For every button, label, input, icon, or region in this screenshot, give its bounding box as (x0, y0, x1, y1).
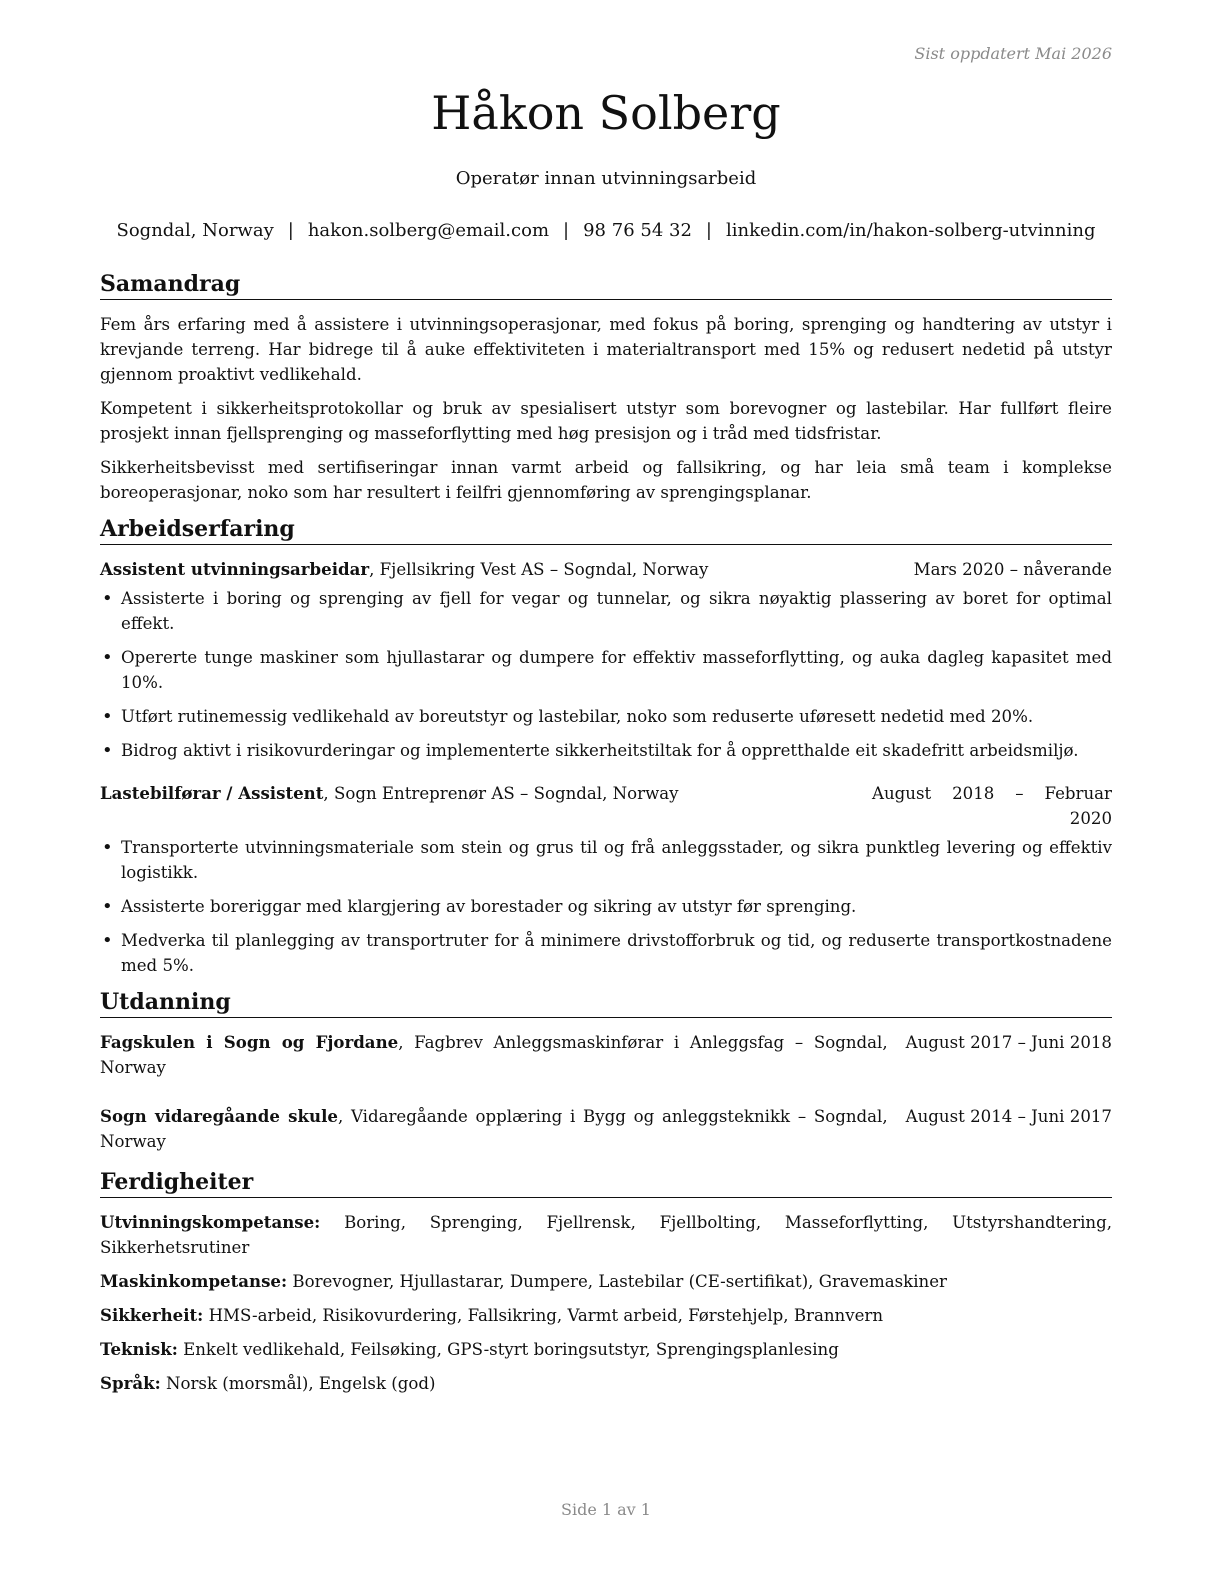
experience-heading: Arbeidserfaring (100, 515, 1112, 545)
education-detail: , Fagbrev Anleggsmaskinførar i Anleggsfag – Sogndal, Norway (100, 1033, 888, 1077)
summary-paragraph: Fem års erfaring med å assistere i utvinningsoperasjonar, med fokus på boring, sprenging og handtering av utstyr i krevjande terreng. Har bidrege til å auke effektiviteten i materialtransport med 15% og redusert nedetid på utstyr gjennom proaktivt vedlikehald. (100, 315, 1112, 384)
job-bullet: • Transporterte utvinningsmateriale som stein og grus til og frå anleggsstader, og sikra punktleg levering og effektiv logistikk. (100, 835, 1112, 885)
skill-row (100, 1269, 1112, 1294)
job-bullet: • Assisterte boreriggar med klargjering av borestader og sikring av utstyr før sprenging. (100, 894, 1112, 919)
skill-row (100, 1210, 1112, 1260)
skill-label: Teknisk: (100, 1339, 178, 1359)
job-bullets (100, 835, 1112, 978)
skills-section (100, 1168, 1112, 1396)
job-bullet: • Medverka til planlegging av transportruter for å minimere drivstofforbruk og tid, og reduserte transportkostnadene med 5%. (100, 928, 1112, 978)
contact-linkedin[interactable]: linkedin.com/in/hakon-solberg-utvinning (725, 220, 1096, 241)
contact-location: Sogndal, Norway (116, 220, 274, 241)
contact-separator: | (563, 220, 570, 241)
contact-email[interactable]: hakon.solberg@email.com (307, 220, 550, 241)
job-role: Lastebilførar / Assistent (100, 783, 324, 803)
contact-separator: | (705, 220, 712, 241)
education-school: Sogn vidaregåande skule (100, 1106, 338, 1126)
job-dates: Mars 2020 – nåverande (913, 560, 1112, 579)
skill-label: Språk: (100, 1373, 161, 1393)
skill-label: Sikkerheit: (100, 1305, 204, 1325)
job-header (100, 781, 1112, 831)
skill-value: HMS-arbeid, Risikovurdering, Fallsikring, Varmt arbeid, Førstehjelp, Brannvern (203, 1306, 884, 1325)
skill-value: Norsk (morsmål), Engelsk (god) (160, 1374, 436, 1393)
skill-value: Boring, Sprenging, Fjellrensk, Fjellbolting, Masseforflytting, Utstyrshandtering, Sikkerhetsrutiner (100, 1213, 1112, 1257)
education-school: Fagskulen i Sogn og Fjordane (100, 1032, 399, 1052)
summary-paragraph: Sikkerheitsbevisst med sertifiseringar innan varmt arbeid og fallsikring, og har leia små team i komplekse boreoperasjonar, noko som har resultert i feilfri gjennomføring av sprengingsplanar. (100, 458, 1112, 502)
job-title: Operatør innan utvinningsarbeid (455, 168, 757, 189)
candidate-name: Håkon Solberg (431, 86, 781, 140)
last-updated: Sist oppdatert Mai 2026 (914, 44, 1112, 63)
job-dates: August 2018 – Februar 2020 (872, 784, 1112, 828)
skills-heading: Ferdigheiter (100, 1168, 1112, 1198)
contact-separator: | (287, 220, 294, 241)
job-company: , Sogn Entreprenør AS – Sogndal, Norway (323, 784, 679, 803)
education-dates: August 2017 – Juni 2018 (905, 1033, 1112, 1052)
skill-value: Borevogner, Hjullastarar, Dumpere, Lastebilar (CE-sertifikat), Gravemaskiner (287, 1272, 947, 1291)
job-bullet: • Assisterte i boring og sprenging av fjell for vegar og tunnelar, og sikra nøyaktig plassering av boret for optimal effekt. (100, 586, 1112, 636)
summary-heading: Samandrag (100, 270, 1112, 300)
education-heading: Utdanning (100, 988, 1112, 1018)
summary-section (100, 270, 1112, 505)
education-dates: August 2014 – Juni 2017 (905, 1107, 1112, 1126)
job-bullet: • Opererte tunge maskiner som hjullastarar og dumpere for effektiv masseforflytting, og auka dagleg kapasitet med 10%. (100, 645, 1112, 695)
skill-row (100, 1371, 1112, 1396)
skill-row (100, 1337, 1112, 1362)
education-item (100, 1104, 1112, 1154)
job-header (100, 557, 1112, 582)
summary-paragraph: Kompetent i sikkerheitsprotokollar og bruk av spesialisert utstyr som borevogner og lastebilar. Har fullført fleire prosjekt innan fjellsprenging og masseforflytting med høg presisjon og i tråd med tidsfristar. (100, 399, 1112, 443)
education-detail: , Vidaregåande opplæring i Bygg og anleggsteknikk – Sogndal, Norway (100, 1107, 888, 1151)
contact-line (0, 220, 1212, 241)
skill-label: Maskinkompetanse: (100, 1271, 288, 1291)
job-bullets (100, 586, 1112, 763)
page-number: Side 1 av 1 (561, 1500, 651, 1519)
education-item (100, 1030, 1112, 1080)
skill-value: Enkelt vedlikehald, Feilsøking, GPS-styrt boringsutstyr, Sprengingsplanlesing (177, 1340, 839, 1359)
experience-section (100, 515, 1112, 978)
skill-row (100, 1303, 1112, 1328)
job-bullet: • Bidrog aktivt i risikovurderingar og implementerte sikkerheitstiltak for å oppretthalde eit skadefritt arbeidsmiljø. (100, 738, 1112, 763)
skill-label: Utvinningskompetanse: (100, 1212, 321, 1232)
resume-content (100, 270, 1112, 1406)
education-section (100, 988, 1112, 1154)
job-bullet: • Utført rutinemessig vedlikehald av boreutstyr og lastebilar, noko som reduserte uføresett nedetid med 20%. (100, 704, 1112, 729)
job-role: Assistent utvinningsarbeidar (100, 559, 370, 579)
contact-phone: 98 76 54 32 (583, 220, 692, 241)
job-company: , Fjellsikring Vest AS – Sogndal, Norway (369, 560, 709, 579)
